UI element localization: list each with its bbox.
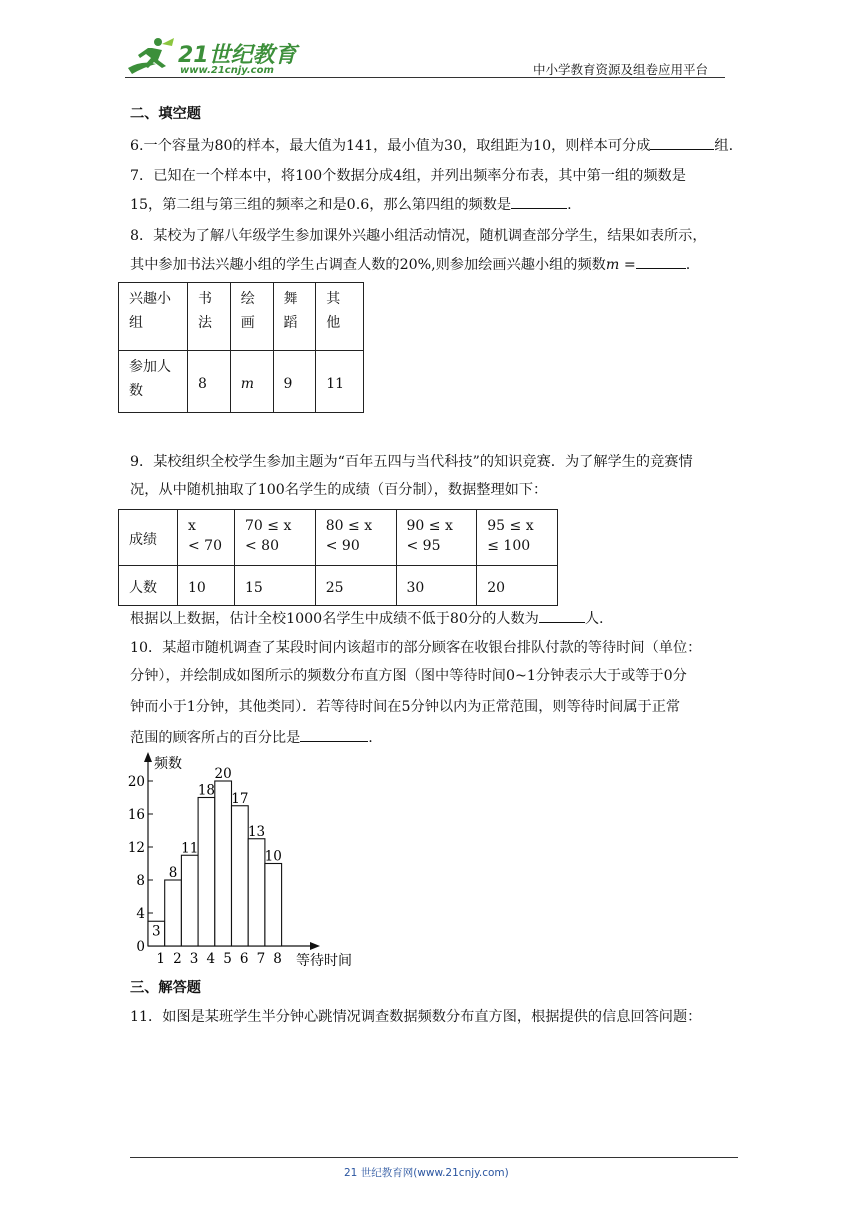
- y-axis-arrow-icon: [144, 752, 152, 762]
- table-cell: 8: [188, 351, 231, 413]
- table-cell: 15: [235, 566, 316, 606]
- bar-value-label: 18: [197, 782, 216, 799]
- table-cell: 兴趣小 组: [119, 283, 188, 351]
- histogram-bar: [165, 880, 182, 946]
- question-9-line2: 况，从中随机抽取了100名学生的成绩（百分制），数据整理如下：: [130, 482, 548, 498]
- header-rule: [125, 77, 725, 78]
- question-10-line4: 范围的顾客所占的百分比是 .: [130, 727, 373, 748]
- table-row: [119, 283, 364, 351]
- answer-blank[interactable]: [300, 727, 368, 742]
- question-8-line1: 8．某校为了解八年级学生参加课外兴趣小组活动情况，随机调查部分学生，结果如表所示，: [130, 228, 707, 244]
- table-cell: 参加人 数: [119, 351, 188, 413]
- table-row: [119, 351, 364, 413]
- section-title-fill-in: 二、填空题: [130, 106, 201, 122]
- x-tick-label: 5: [223, 951, 232, 967]
- x-tick-label: 8: [273, 951, 282, 967]
- table-cell: 95 ≤ x ≤ 100: [477, 510, 558, 566]
- question-9-line3: 根据以上数据，估计全校1000名学生中成绩不低于80分的人数为 人.: [130, 608, 604, 629]
- question-7-line2: 15，第二组与第三组的频率之和是0.6，那么第四组的频数是 .: [130, 194, 572, 215]
- y-tick-label: 12: [127, 840, 145, 856]
- table-cell: 成绩: [119, 510, 178, 566]
- answer-blank[interactable]: [636, 254, 686, 269]
- x-tick-label: 7: [256, 951, 266, 967]
- histogram-bar: [232, 806, 249, 946]
- section-title-answer: 三、解答题: [130, 980, 201, 996]
- y-axis-label: 频数: [154, 756, 182, 772]
- question-6: 6.一个容量为80的样本，最大值为141，最小值为30，取组距为10，则样本可分成 组.: [130, 135, 733, 156]
- table-row: [119, 566, 558, 606]
- score-table: [118, 509, 558, 606]
- table-cell: 人数: [119, 566, 178, 606]
- runner-logo-icon: [122, 34, 178, 78]
- table-cell: 30: [396, 566, 477, 606]
- question-7-line1: 7．已知在一个样本中，将100个数据分成4组，并列出频率分布表，其中第一组的频数是: [130, 168, 686, 184]
- bar-value-label: 13: [247, 823, 266, 840]
- table-cell: 其 他: [316, 283, 364, 351]
- x-tick-label: 3: [189, 951, 199, 967]
- histogram-bar: [181, 855, 198, 946]
- question-11: 11．如图是某班学生半分钟心跳情况调查数据频数分布直方图，根据提供的信息回答问题：: [130, 1009, 702, 1025]
- x-tick-label: 6: [239, 951, 249, 967]
- footer-text[interactable]: 21 世纪教育网(www.21cnjy.com): [344, 1167, 509, 1179]
- y-tick-label: 4: [136, 906, 145, 922]
- answer-blank[interactable]: [539, 608, 585, 623]
- histogram-bar: [198, 798, 215, 947]
- table-cell: 80 ≤ x < 90: [315, 510, 396, 566]
- bar-value-label: 20: [214, 766, 232, 782]
- table-cell: 10: [178, 566, 235, 606]
- bar-value-label: 11: [181, 840, 199, 857]
- waiting-time-histogram: [110, 748, 370, 972]
- table-cell: 舞 蹈: [273, 283, 316, 351]
- table-row: [119, 510, 558, 566]
- histogram-bar: [265, 864, 282, 947]
- x-tick-label: 2: [173, 951, 182, 967]
- x-axis-arrow-icon: [310, 942, 320, 950]
- table-cell: m: [230, 351, 273, 413]
- x-tick-label: 1: [156, 951, 165, 967]
- bar-value-label: 17: [231, 790, 249, 807]
- question-8-line2: 其中参加书法兴趣小组的学生占调查人数的20%,则参加绘画兴趣小组的频数m = .: [130, 254, 690, 275]
- x-tick-label: 4: [206, 951, 216, 967]
- interest-group-table: [118, 282, 364, 413]
- y-tick-label: 0: [136, 939, 145, 955]
- header-logo: [122, 34, 297, 78]
- answer-blank[interactable]: [511, 194, 567, 209]
- answer-blank[interactable]: [650, 135, 714, 150]
- table-cell: 20: [477, 566, 558, 606]
- histogram-bar: [248, 839, 265, 946]
- table-cell: 90 ≤ x < 95: [396, 510, 477, 566]
- question-10-line2: 分钟），并绘制成如图所示的频数分布直方图（图中等待时间0~1分钟表示大于或等于0分: [130, 668, 687, 684]
- x-axis-label: 等待时间: [296, 953, 352, 969]
- question-9-line1: 9．某校组织全校学生参加主题为“百年五四与当代科技”的知识竞赛．为了解学生的竞赛情: [130, 454, 693, 470]
- question-10-line1: 10．某超市随机调查了某段时间内该超市的部分顾客在收银台排队付款的等待时间（单位：: [130, 640, 702, 656]
- y-tick-label: 20: [127, 774, 145, 790]
- logo-text: 21世纪教育: [178, 43, 297, 68]
- table-cell: 25: [315, 566, 396, 606]
- table-cell: 70 ≤ x < 80: [235, 510, 316, 566]
- histogram-bar: [215, 781, 232, 946]
- bar-value-label: 8: [168, 865, 178, 881]
- table-cell: 绘 画: [230, 283, 273, 351]
- bar-value-label: 10: [264, 848, 282, 865]
- header-platform-text: 中小学教育资源及组卷应用平台: [533, 62, 709, 77]
- chart-bars: [148, 781, 282, 946]
- bar-value-label: 3: [152, 923, 161, 940]
- table-cell: x < 70: [178, 510, 235, 566]
- logo-url: www.21cnjy.com: [180, 65, 274, 76]
- table-cell: 11: [316, 351, 364, 413]
- table-cell: 书 法: [188, 283, 231, 351]
- footer-rule: [130, 1157, 738, 1158]
- y-tick-label: 8: [136, 873, 145, 889]
- table-cell: 9: [273, 351, 316, 413]
- question-10-line3: 钟而小于1分钟，其他类同）．若等待时间在5分钟以内为正常范围，则等待时间属于正常: [130, 699, 681, 715]
- y-tick-label: 16: [127, 807, 145, 823]
